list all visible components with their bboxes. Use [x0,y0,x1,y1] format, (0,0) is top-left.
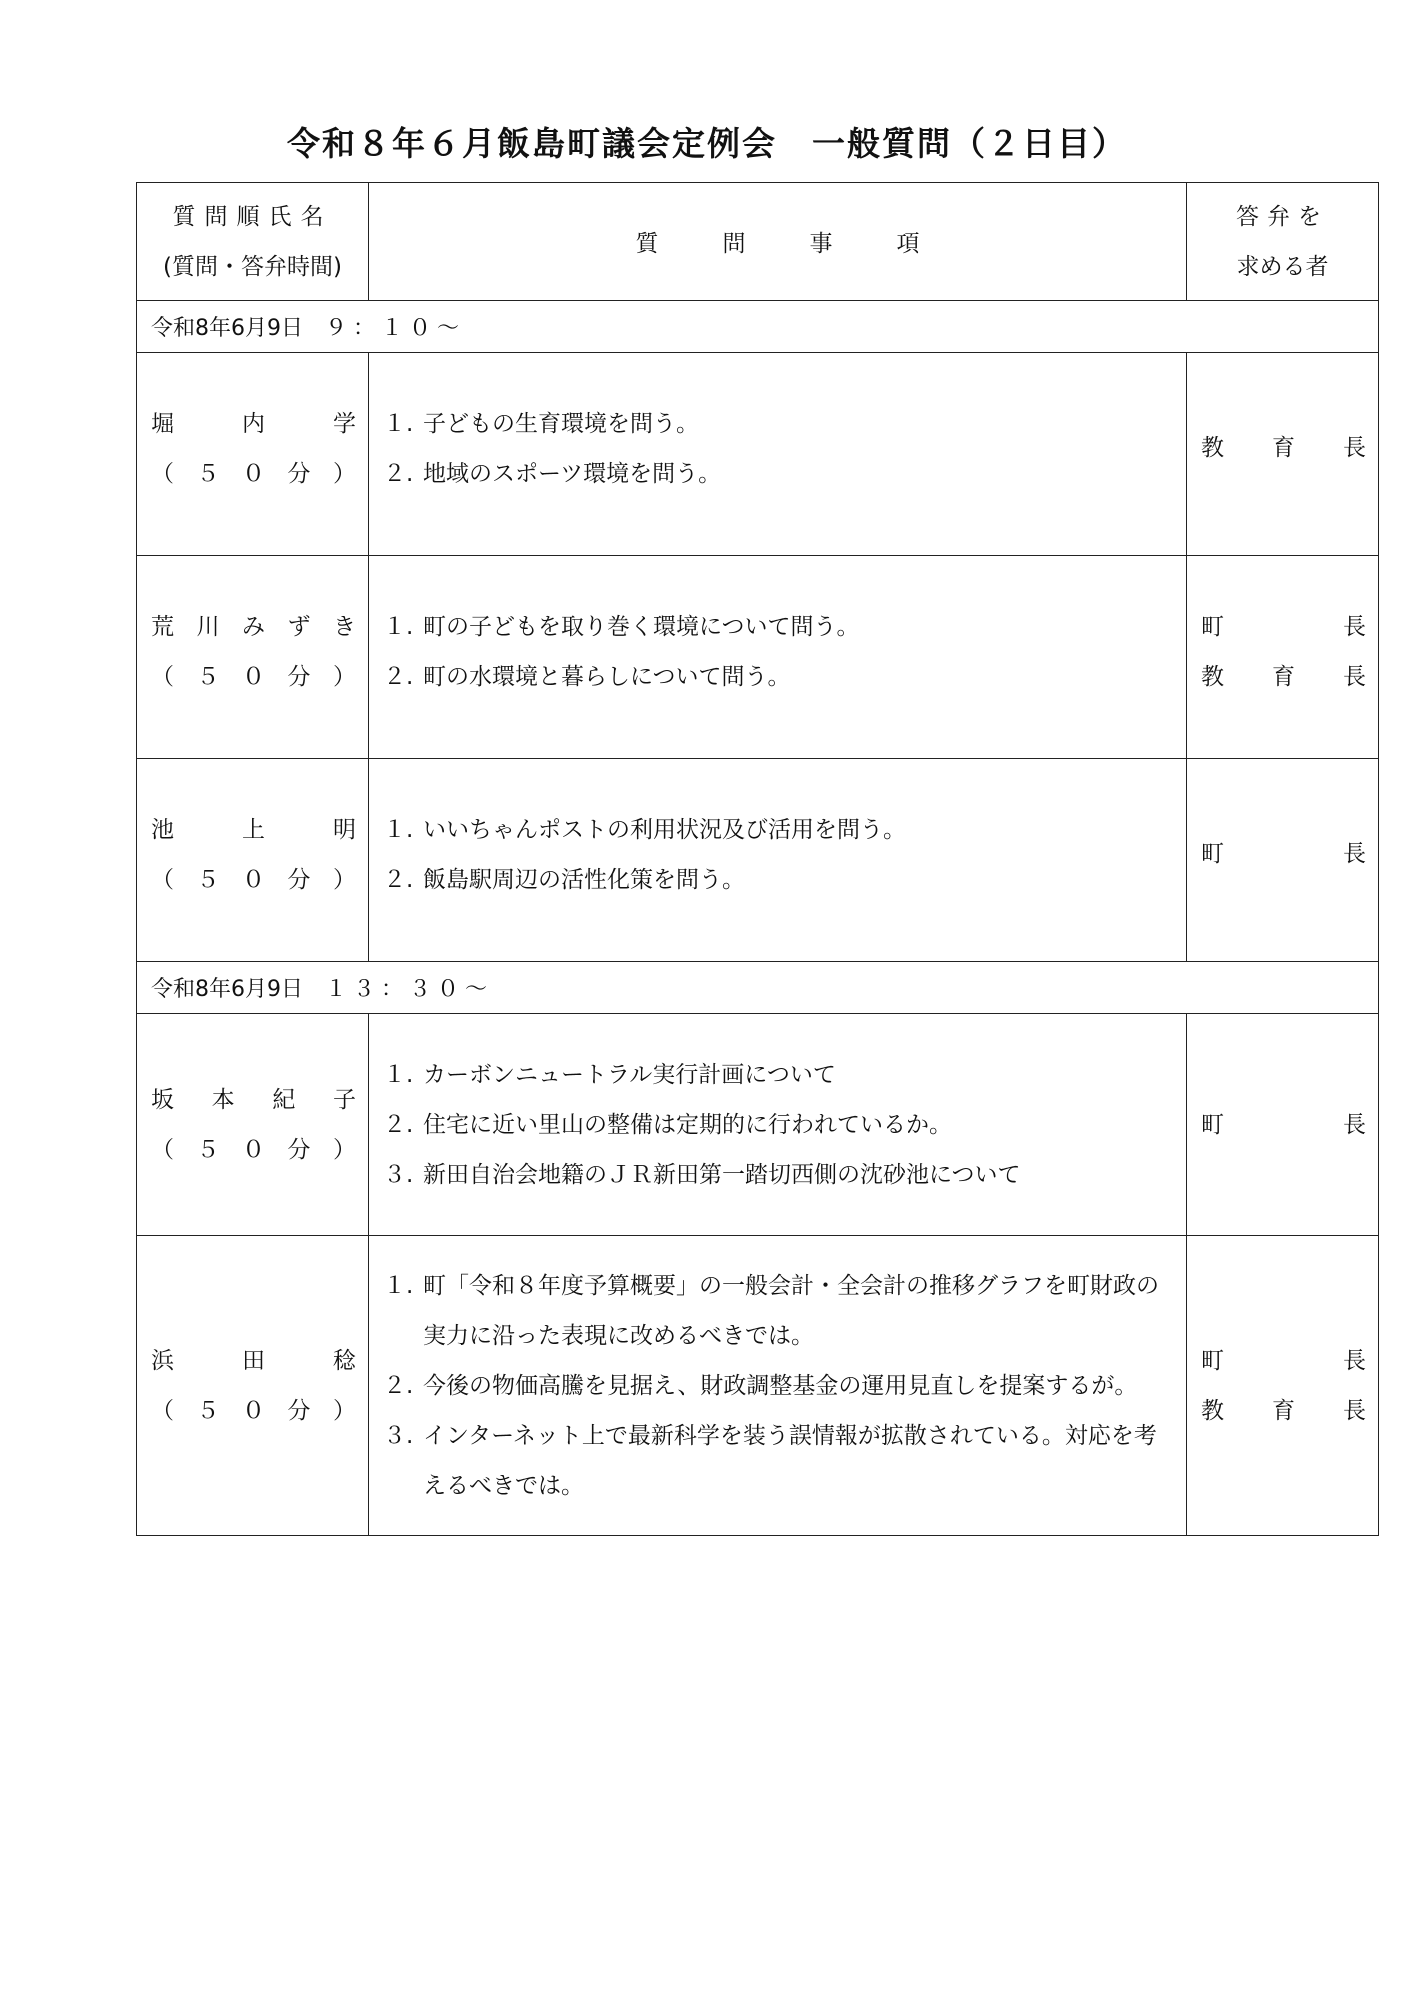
name-char: 上 [242,817,265,843]
item-number: ３. [383,1422,414,1449]
header-name-line1: 質問順氏名 [172,203,333,230]
questioner-cell [137,556,369,759]
header-resp-line1: 答弁を [1236,203,1329,230]
time-char: ０ [242,1397,265,1424]
questioner-cell [137,759,369,962]
header-resp-line2: 求める者 [1236,253,1329,280]
respondent [1201,829,1366,879]
respondent [1201,1100,1366,1150]
resp-char: 長 [1343,1111,1366,1138]
question-items-cell [369,759,1187,962]
time-char: ０ [242,867,265,893]
resp-char: 町 [1201,614,1224,640]
respondent-cell [1187,759,1379,962]
respondent [1201,602,1366,652]
question-item [383,1361,1176,1411]
item-number: １. [383,1272,414,1299]
time-char: 分 [287,664,311,690]
question-schedule-table [136,182,1379,1536]
name-char: ず [287,614,311,640]
respondent-cell [1187,556,1379,759]
respondent-cell [1187,1014,1379,1236]
session-date: 令和8年6月9日 [151,977,303,1002]
time-char: ０ [242,1136,265,1163]
item-number: １. [383,614,414,640]
table-header-row [137,183,1379,301]
name-char: 稔 [333,1347,356,1374]
questioner-name [151,1075,356,1125]
session-cell [137,301,1379,353]
questioner-name [151,602,356,652]
resp-char: 教 [1201,664,1224,690]
question-items-cell [369,353,1187,556]
session-time: ９：１０～ [325,316,466,341]
resp-char: 長 [1343,1347,1366,1374]
time-char: 分 [287,461,311,487]
questioner-cell [137,1236,369,1536]
resp-char: 長 [1343,614,1366,640]
question-item [383,1150,1176,1200]
header-items-cell: 質問事項 [369,183,1187,301]
item-text: 地域のスポーツ環境を問う。 [423,461,722,487]
item-text: 町「令和８年度予算概要」の一般会計・全会計の推移グラフを町財政の実力に沿った表現に改めるべきでは。 [423,1272,1159,1349]
item-text: 飯島駅周辺の活性化策を問う。 [423,867,745,893]
time-char: ５ [196,1397,220,1424]
item-text: カーボンニュートラル実行計画について [423,1061,836,1088]
name-char: 紀 [272,1086,296,1113]
resp-char: 町 [1201,1347,1224,1374]
resp-char: 町 [1201,841,1224,867]
time-char: ） [333,1397,356,1424]
time-char: （ [151,1136,174,1163]
respondent [1201,1336,1366,1386]
question-time [151,1386,356,1436]
questioner-name [151,805,356,855]
time-char: 分 [287,867,311,893]
name-char: 川 [196,614,220,640]
item-text: 町の水環境と暮らしについて問う。 [423,664,791,690]
question-item [383,1100,1176,1150]
name-char: 内 [242,411,265,437]
item-number: ３. [383,1161,414,1188]
questioner-name [151,399,356,449]
name-char: 学 [333,411,356,437]
resp-char: 町 [1201,1111,1224,1138]
question-item [383,1261,1176,1361]
time-char: ５ [196,664,220,690]
resp-char: 長 [1343,435,1366,461]
respondent-cell [1187,1236,1379,1536]
question-time [151,449,356,499]
question-item [383,449,1176,499]
question-items-cell [369,1014,1187,1236]
session-row [137,962,1379,1014]
time-char: （ [151,867,174,893]
item-number: １. [383,1061,414,1088]
item-text: 新田自治会地籍のＪＲ新田第一踏切西側の沈砂池について [423,1161,1021,1188]
time-char: 分 [287,1136,311,1163]
time-char: ５ [196,1136,220,1163]
question-time [151,1125,356,1175]
question-time [151,855,356,905]
name-char: き [333,614,356,640]
item-number: ２. [383,867,414,893]
questioner-cell [137,1014,369,1236]
question-item [383,855,1176,905]
resp-char: 育 [1272,435,1295,461]
header-respondent-cell [1187,183,1379,301]
table-row [137,759,1379,962]
table-row [137,353,1379,556]
question-item [383,1411,1176,1511]
name-char: 本 [211,1086,235,1113]
resp-char: 長 [1343,664,1366,690]
time-char: ） [333,1136,356,1163]
time-char: （ [151,664,174,690]
item-number: １. [383,817,414,843]
respondent-cell [1187,353,1379,556]
item-number: ２. [383,664,414,690]
session-date: 令和8年6月9日 [151,316,303,341]
resp-char: 長 [1343,841,1366,867]
header-name-cell [137,183,369,301]
table-row [137,1236,1379,1536]
resp-char: 育 [1272,1397,1295,1424]
session-cell [137,962,1379,1014]
questioner-name [151,1336,356,1386]
question-items-cell [369,1236,1187,1536]
table-row [137,556,1379,759]
time-char: （ [151,461,174,487]
item-text: いいちゃんポストの利用状況及び活用を問う。 [423,817,906,843]
time-char: ） [333,664,356,690]
page-title: 令和８年６月飯島町議会定例会 一般質問（２日目） [287,124,1127,163]
time-char: ） [333,867,356,893]
item-number: ２. [383,461,414,487]
name-char: 子 [332,1086,356,1113]
question-item [383,602,1176,652]
table-row [137,1014,1379,1236]
name-char: 池 [151,817,174,843]
item-number: ２. [383,1111,414,1138]
resp-char: 育 [1272,664,1295,690]
name-char: 田 [242,1347,265,1374]
question-item [383,399,1176,449]
time-char: ０ [242,461,265,487]
item-text: インターネット上で最新科学を装う誤情報が拡散されている。対応を考えるべきでは。 [423,1422,1157,1499]
question-item [383,652,1176,702]
time-char: ５ [196,867,220,893]
time-char: 分 [287,1397,311,1424]
question-time [151,652,356,702]
header-name-line2: (質問・答弁時間) [163,253,342,280]
session-time: １３：３０～ [325,977,494,1002]
question-items-cell [369,556,1187,759]
time-char: （ [151,1397,174,1424]
name-char: 坂 [151,1086,174,1113]
respondent [1201,1386,1366,1436]
item-text: 町の子どもを取り巻く環境について問う。 [423,614,860,640]
time-char: ） [333,461,356,487]
questioner-cell [137,353,369,556]
name-char: 明 [333,817,356,843]
time-char: ５ [196,461,220,487]
name-char: 浜 [151,1347,174,1374]
resp-char: 教 [1201,1397,1224,1424]
name-char: 荒 [151,614,174,640]
respondent [1201,652,1366,702]
name-char: 堀 [151,411,174,437]
item-text: 今後の物価高騰を見据え、財政調整基金の運用見直しを提案するが。 [423,1372,1138,1399]
item-number: ２. [383,1372,414,1399]
resp-char: 教 [1201,435,1224,461]
question-item [383,805,1176,855]
item-text: 住宅に近い里山の整備は定期的に行われているか。 [423,1111,952,1138]
session-row [137,301,1379,353]
question-item [383,1050,1176,1100]
item-number: １. [383,411,414,437]
time-char: ０ [242,664,265,690]
item-text: 子どもの生育環境を問う。 [423,411,699,437]
resp-char: 長 [1343,1397,1366,1424]
name-char: み [242,614,265,640]
respondent [1201,423,1366,473]
